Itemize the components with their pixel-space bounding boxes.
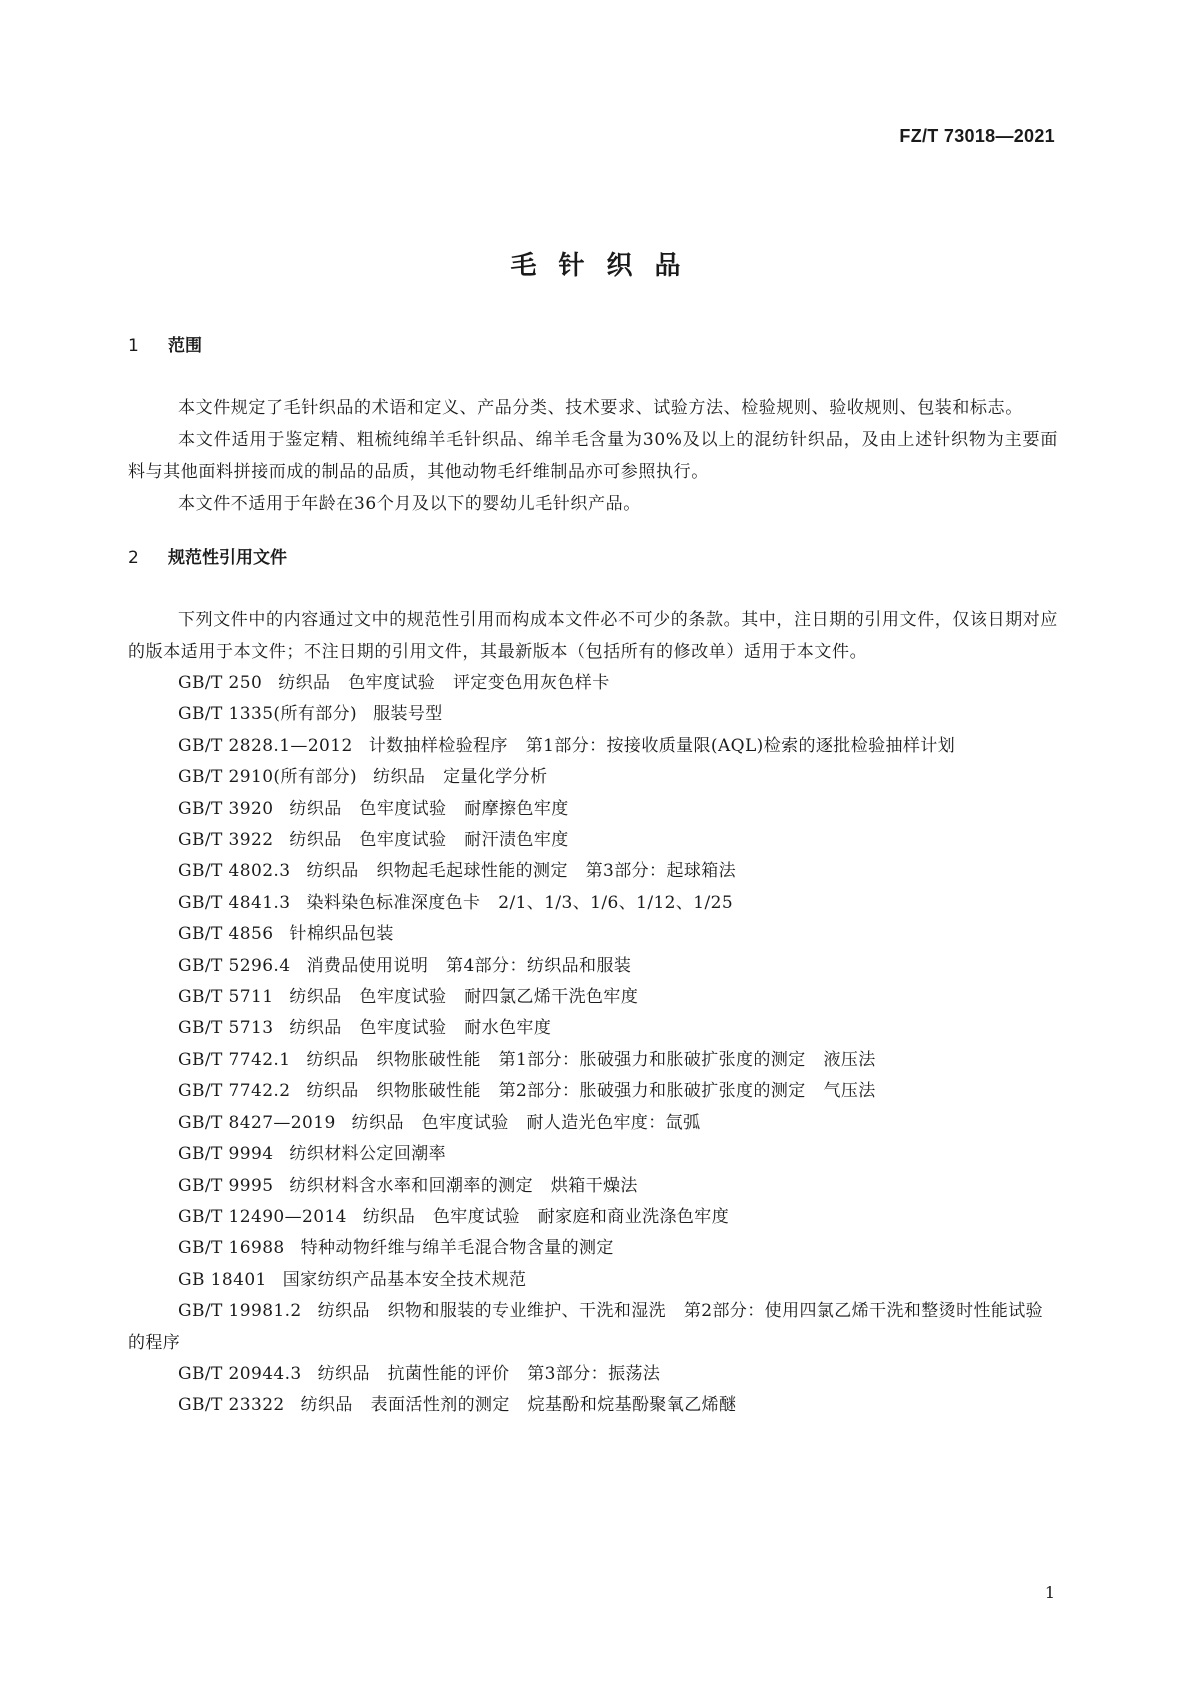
reference-code: GB/T 4856 [178, 924, 274, 945]
reference-item [128, 1265, 1058, 1296]
reference-item [128, 668, 1058, 699]
standard-code: FZ/T 73018—2021 [899, 126, 1055, 146]
reference-item [128, 1359, 1058, 1390]
reference-title: 纺织材料含水率和回潮率的测定 烘箱干燥法 [289, 1175, 638, 1196]
reference-code: GB/T 12490—2014 [178, 1206, 347, 1227]
document-body [128, 334, 1058, 1422]
section-heading [128, 546, 1058, 570]
reference-code: GB/T 16988 [178, 1238, 285, 1259]
reference-item [128, 1139, 1058, 1170]
section-heading [128, 334, 1058, 358]
reference-item [128, 1296, 1058, 1359]
document-title: 毛针织品 [510, 251, 703, 282]
paragraph: 下列文件中的内容通过文中的规范性引用而构成本文件必不可少的条款。其中，注日期的引用文件，仅该日期对应的版本适用于本文件；不注日期的引用文件，其最新版本（包括所有的修改单）适用于本文件。 [128, 610, 1058, 662]
reference-code: GB/T 4802.3 [178, 861, 291, 882]
reference-item [128, 1202, 1058, 1233]
reference-title: 针棉织品包装 [289, 924, 394, 945]
reference-title: 纺织品 色牢度试验 耐摩擦色牢度 [289, 798, 569, 819]
reference-item [128, 1076, 1058, 1107]
reference-title: 纺织品 抗菌性能的评价 第3部分：振荡法 [317, 1363, 661, 1384]
reference-title: 纺织品 表面活性剂的测定 烷基酚和烷基酚聚氧乙烯醚 [300, 1395, 737, 1416]
reference-item [128, 1108, 1058, 1139]
reference-title: 纺织品 色牢度试验 评定变色用灰色样卡 [278, 673, 610, 693]
reference-item [128, 888, 1058, 919]
reference-code: GB/T 19981.2 [178, 1301, 302, 1322]
section-title: 规范性引用文件 [168, 548, 287, 568]
section-title: 范围 [168, 336, 202, 356]
reference-title: 计数抽样检验程序 第1部分：按接收质量限(AQL)检索的逐批检验抽样计划 [368, 735, 956, 756]
reference-title: 纺织品 定量化学分析 [373, 767, 548, 788]
paragraph: 本文件规定了毛针织品的术语和定义、产品分类、技术要求、试验方法、检验规则、验收规则、包装和标志。 [178, 398, 1023, 418]
reference-title: 纺织品 色牢度试验 耐家庭和商业洗涤色牢度 [362, 1206, 730, 1227]
reference-code: GB/T 5713 [178, 1018, 274, 1039]
reference-title: 特种动物纤维与绵羊毛混合物含量的测定 [300, 1238, 614, 1259]
reference-item [128, 1045, 1058, 1076]
reference-title: 纺织品 色牢度试验 耐汗渍色牢度 [289, 830, 569, 851]
reference-code: GB/T 2828.1—2012 [178, 735, 353, 756]
reference-code: GB/T 1335(所有部分) [178, 704, 358, 725]
reference-item [128, 1390, 1058, 1421]
reference-code: GB/T 20944.3 [178, 1363, 302, 1384]
reference-code: GB/T 4841.3 [178, 892, 291, 913]
section-normative-references [128, 546, 1058, 1422]
reference-code: GB/T 250 [178, 673, 263, 693]
reference-item [128, 856, 1058, 887]
paragraph: 本文件不适用于年龄在36个月及以下的婴幼儿毛针织产品。 [178, 494, 641, 514]
section-scope [128, 334, 1058, 520]
page-number: 1 [1044, 1583, 1055, 1602]
reference-title: 纺织品 织物起毛起球性能的测定 第3部分：起球箱法 [306, 861, 737, 882]
reference-title: 纺织品 织物胀破性能 第1部分：胀破强力和胀破扩张度的测定 液压法 [306, 1049, 876, 1070]
reference-item [128, 731, 1058, 762]
reference-code: GB 18401 [178, 1269, 267, 1290]
reference-code: GB/T 23322 [178, 1395, 285, 1416]
reference-title: 纺织品 织物胀破性能 第2部分：胀破强力和胀破扩张度的测定 气压法 [306, 1081, 876, 1102]
reference-item [128, 825, 1058, 856]
reference-title: 纺织品 色牢度试验 耐四氯乙烯干洗色牢度 [289, 987, 639, 1008]
reference-title: 消费品使用说明 第4部分：纺织品和服装 [306, 955, 632, 976]
reference-code: GB/T 9994 [178, 1144, 274, 1165]
reference-code: GB/T 5711 [178, 987, 274, 1008]
reference-item [128, 1013, 1058, 1044]
reference-item [128, 1233, 1058, 1264]
reference-code: GB/T 9995 [178, 1175, 274, 1196]
reference-code: GB/T 2910(所有部分) [178, 767, 358, 788]
reference-item [128, 951, 1058, 982]
reference-list [128, 668, 1058, 1422]
section-number: 1 [128, 336, 139, 356]
paragraph: 本文件适用于鉴定精、粗梳纯绵羊毛针织品、绵羊毛含量为30%及以上的混纺针织品，及由上述针织物为主要面料与其他面料拼接而成的制品的品质，其他动物毛纤维制品亦可参照执行。 [128, 430, 1058, 482]
reference-item [128, 1171, 1058, 1202]
reference-title: 服装号型 [373, 704, 443, 725]
reference-code: GB/T 3920 [178, 798, 274, 819]
reference-title: 染料染色标准深度色卡 2/1、1/3、1/6、1/12、1/25 [306, 892, 734, 913]
reference-code: GB/T 8427—2019 [178, 1112, 336, 1133]
reference-title: 纺织材料公定回潮率 [289, 1144, 447, 1165]
reference-code: GB/T 7742.2 [178, 1081, 291, 1102]
reference-title: 纺织品 色牢度试验 耐水色牢度 [289, 1018, 552, 1039]
reference-code: GB/T 7742.1 [178, 1049, 291, 1070]
reference-item [128, 982, 1058, 1013]
reference-title: 纺织品 色牢度试验 耐人造光色牢度：氙弧 [351, 1112, 701, 1133]
reference-code: GB/T 5296.4 [178, 955, 291, 976]
reference-item [128, 699, 1058, 730]
reference-title: 纺织品 织物和服装的专业维护、干洗和湿洗 第2部分：使用四氯乙烯干洗和整烫时性能试验的程序 [128, 1301, 1044, 1353]
reference-title: 国家纺织产品基本安全技术规范 [282, 1269, 527, 1290]
reference-code: GB/T 3922 [178, 830, 274, 851]
section-number: 2 [128, 548, 139, 568]
reference-item [128, 919, 1058, 950]
reference-item [128, 762, 1058, 793]
reference-item [128, 794, 1058, 825]
